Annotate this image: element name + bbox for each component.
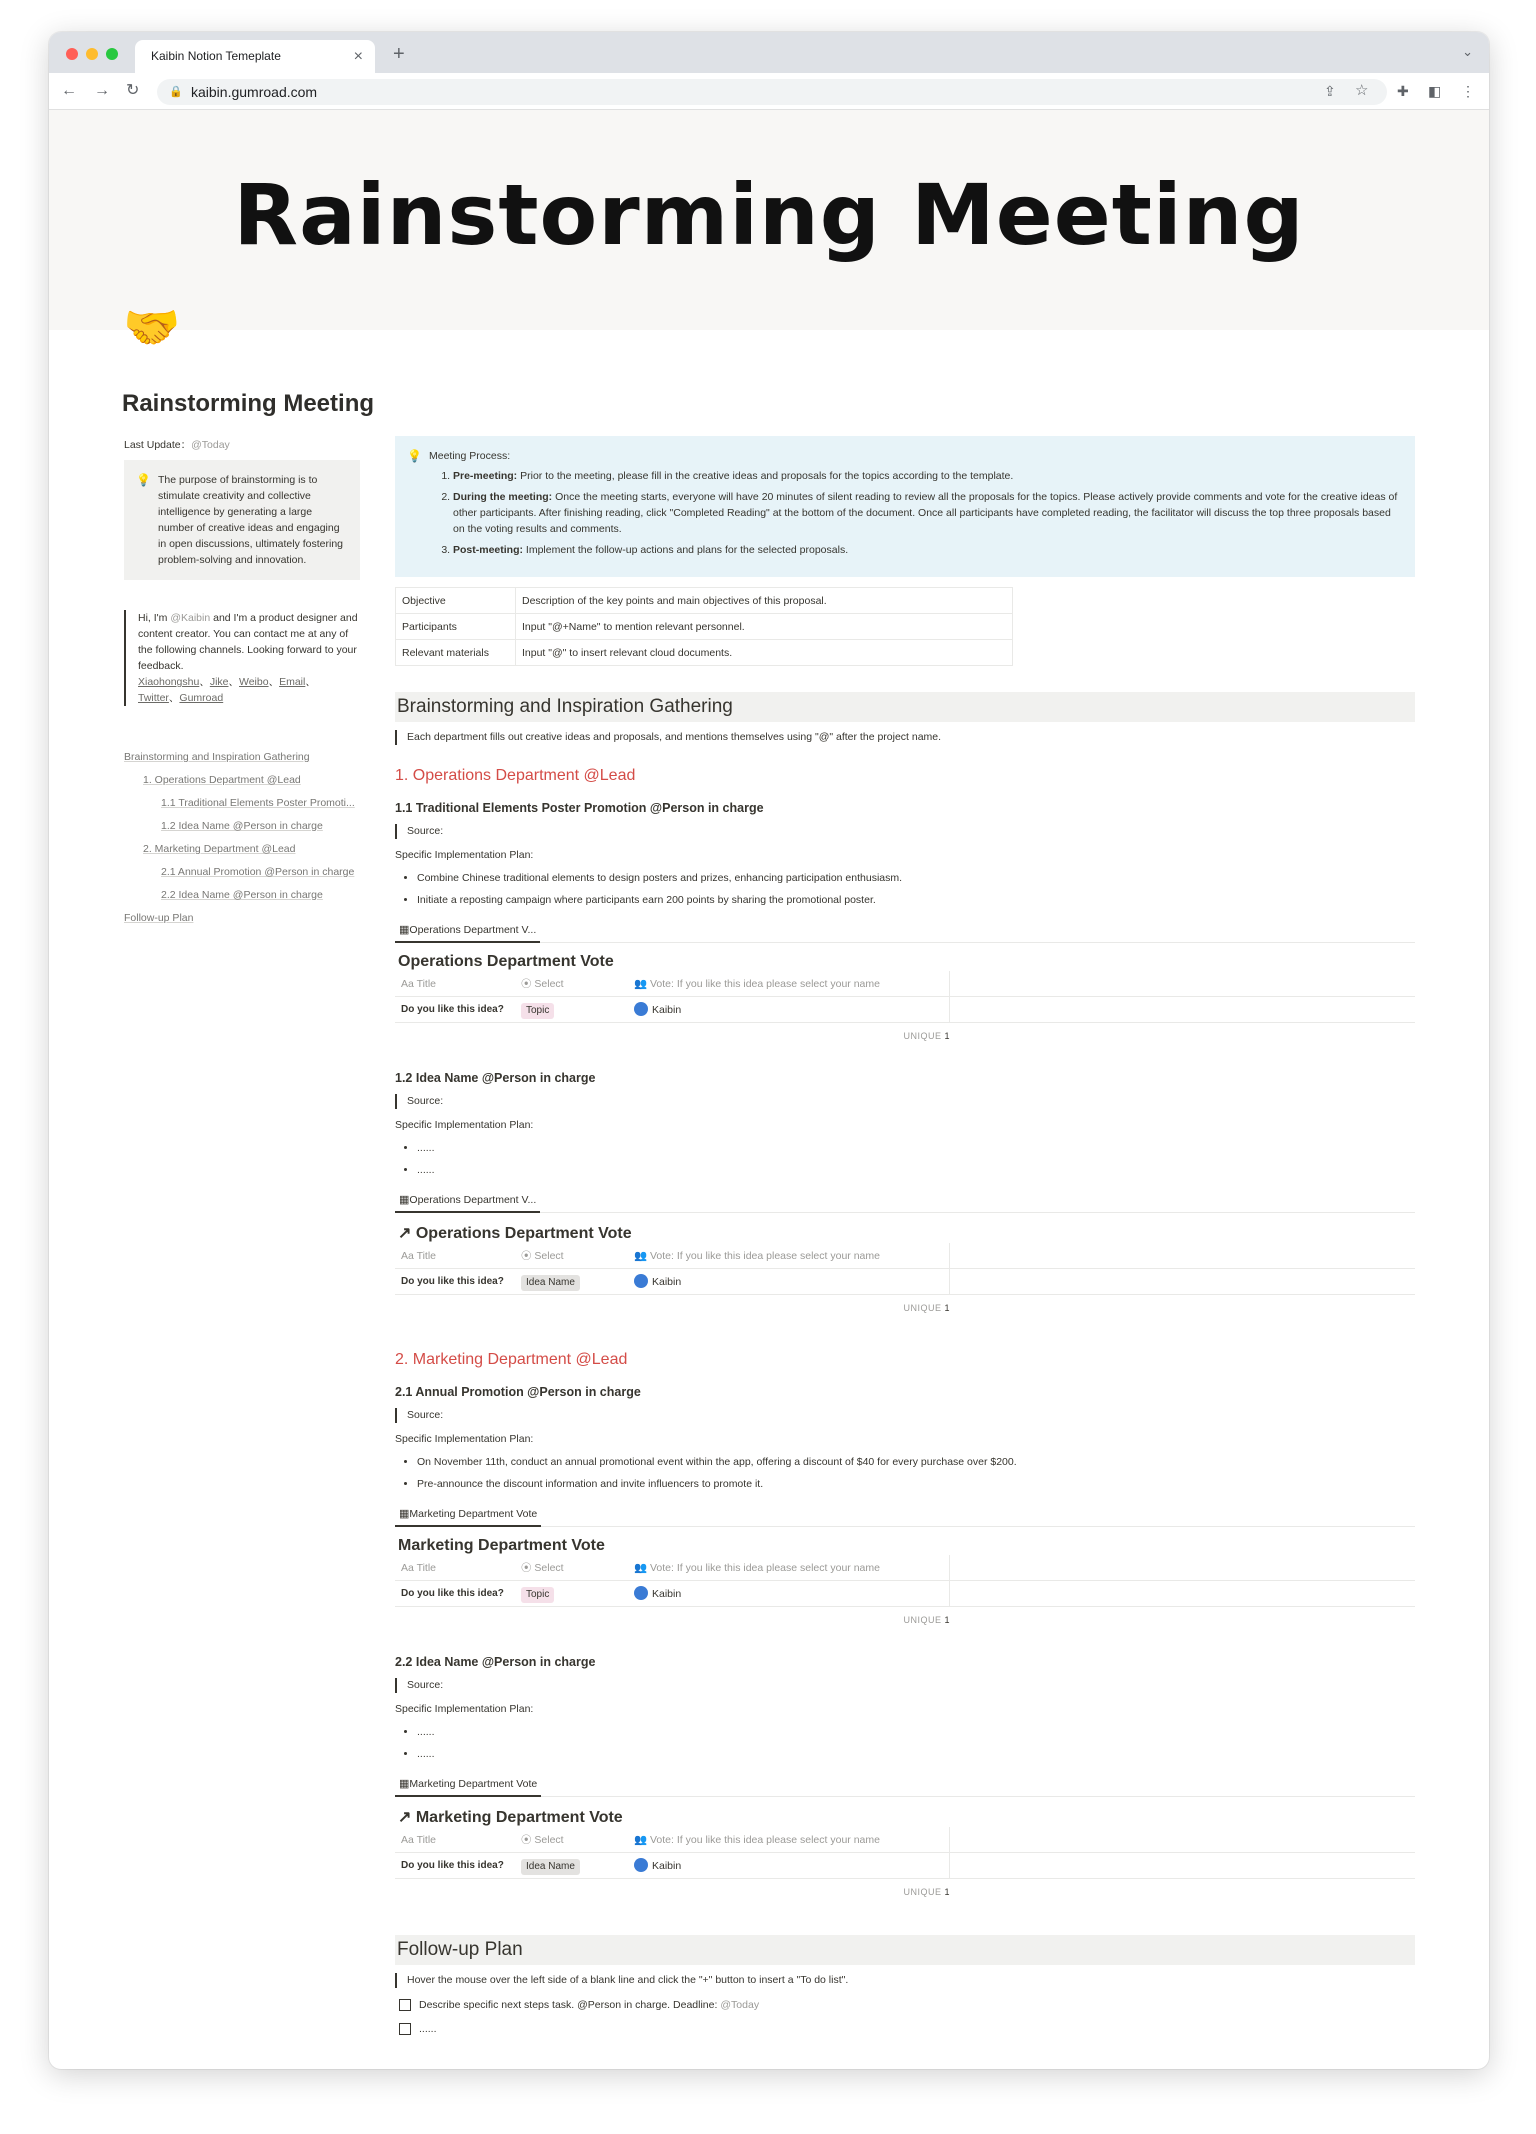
database-header [395,1827,1415,1853]
bullet-list [395,867,1415,911]
vote-cell[interactable] [630,1581,950,1606]
side-panel-icon[interactable]: ◧ [1428,83,1442,99]
browser-tab[interactable] [135,40,375,73]
select-tag: Idea Name [521,1859,580,1875]
url-text: kaibin.gumroad.com [191,84,318,100]
database-view-tab [395,1503,1415,1527]
source-quote: Source: [395,1408,1415,1423]
main-column [395,436,1415,2040]
back-arrow-icon[interactable]: ← [61,82,77,99]
column-header[interactable]: ⦿ Select [521,1250,564,1262]
linked-database-title[interactable]: ↗ Marketing Department Vote [398,1809,623,1826]
table-row[interactable] [395,1581,1415,1607]
new-tab-icon[interactable]: + [393,43,405,65]
vote-cell[interactable] [630,1853,950,1878]
column-header[interactable]: Aa Title [401,978,437,990]
bullet-list [395,1451,1415,1495]
calc-label: UNIQUE [903,1615,942,1625]
table-cell[interactable]: Description of the key points and main objectives of this proposal. [516,588,1013,614]
idea-heading: 2.2 Idea Name @Person in charge [395,1655,596,1669]
handshake-emoji-icon[interactable]: 🤝 [123,301,181,353]
table-icon: ▦ [399,1508,410,1520]
idea-heading: 1.2 Idea Name @Person in charge [395,1071,596,1085]
column-header-label: Vote: If you like this idea please select your name [650,1562,880,1574]
row-title[interactable]: Do you like this idea? [401,1588,504,1599]
column-header-label: Vote: If you like this idea please select your name [650,978,880,990]
people-icon: 👥 [634,1834,650,1846]
todo-checkbox[interactable] [399,1999,411,2011]
source-quote: Source: [395,1094,1415,1109]
table-row [396,588,1013,614]
database-header [395,971,1415,997]
select-tag: Topic [521,1587,554,1603]
column-header[interactable]: ⦿ Select [521,1562,564,1574]
person-name: Kaibin [652,1004,682,1016]
avatar [634,1274,648,1288]
table-row[interactable] [395,997,1415,1023]
calc-label: UNIQUE [903,1031,942,1041]
link-gumroad[interactable]: Gumroad [179,692,224,704]
view-tab-label: Operations Department V... [409,924,537,936]
table-row[interactable] [395,1269,1415,1295]
column-header[interactable]: Aa Title [401,1250,437,1262]
table-of-contents [124,746,360,930]
plan-label: Specific Implementation Plan: [395,1119,534,1131]
table-cell: Participants [396,614,516,640]
calc-value: 1 [944,1615,950,1625]
process-step [453,542,1399,558]
database-view-tab [395,919,1415,943]
author-mention[interactable]: @Kaibin [170,612,211,624]
toc-item[interactable]: Follow-up Plan [124,912,194,924]
column-header[interactable] [630,1243,950,1268]
lock-icon: 🔒 [169,86,183,98]
quote-text: and I'm a product designer and content creator. You can contact me at any of the following channels. Looking forward to your feedback. [138,612,358,672]
step-label: Post-meeting: [453,544,524,556]
vote-cell[interactable] [630,1269,950,1294]
address-bar[interactable] [157,79,1387,105]
column-header[interactable]: Aa Title [401,1562,437,1574]
column-header[interactable] [630,1827,950,1852]
table-cell: Relevant materials [396,640,516,666]
bullet-list [395,1137,1415,1181]
person-name: Kaibin [652,1276,682,1288]
avatar [634,1002,648,1016]
toc-item[interactable]: Brainstorming and Inspiration Gathering [124,751,310,763]
link-jike[interactable]: Jike [209,676,229,688]
table-cell: Objective [396,588,516,614]
page-title[interactable]: Rainstorming Meeting [122,390,375,417]
menu-kebab-icon[interactable]: ⋮ [1461,83,1475,99]
table-cell[interactable]: Input "@+Name" to mention relevant personnel. [516,614,1013,640]
bullet-list [395,1721,1415,1765]
toc-item[interactable]: 2.2 Idea Name @Person in charge [161,889,323,901]
department-heading: 2. Marketing Department @Lead [395,1351,628,1368]
table-row[interactable] [395,1853,1415,1879]
process-step [453,468,1399,484]
column-header[interactable] [630,1555,950,1580]
reload-icon[interactable]: ↻ [126,82,140,99]
lightbulb-icon: 💡 [136,473,151,487]
todo-date[interactable]: @Today [720,1999,760,2011]
plan-label: Specific Implementation Plan: [395,1433,534,1445]
link-xiaohongshu[interactable]: Xiaohongshu [138,676,200,688]
list-item: • ...... [417,1137,1415,1159]
last-update-label: Last Update： [124,439,192,451]
process-steps [429,468,1399,558]
cover-title: Rainstorming Meeting [233,166,1305,264]
department-heading: 1. Operations Department @Lead [395,767,636,784]
forward-arrow-icon[interactable]: → [94,82,110,99]
list-item: • ...... [417,1159,1415,1181]
toc-item[interactable]: 2. Marketing Department @Lead [143,843,296,855]
table-row [396,640,1013,666]
author-quote: Hi, I'm @Kaibin and I'm a product designer and content creator. You can contact me at any of the following channels. Looking forward to your feedback. Xiaohongshu、Jike、Weibo、Email、 Twitter、Gumroad [124,610,360,706]
calculation-footer[interactable] [395,1879,950,1905]
plan-label: Specific Implementation Plan: [395,1703,534,1715]
process-title: Meeting Process: [429,450,511,462]
intro-callout-text: The purpose of brainstorming is to stimulate creativity and collective intelligence by generating a large number of creative ideas and engaging in open discussions, ultimately fostering problem-solving and innovation. [158,474,344,566]
section-heading: Brainstorming and Inspiration Gathering [395,692,1415,722]
table-icon: ▦ [399,924,410,936]
column-header[interactable]: ⦿ Select [521,1834,564,1846]
left-column [124,437,360,930]
toc-item[interactable]: 1. Operations Department @Lead [143,774,301,786]
page-cover [49,110,1489,330]
maximize-window-button[interactable] [106,48,118,60]
table-icon: ▦ [399,1194,410,1206]
browser-window [49,32,1489,2069]
table-cell[interactable]: Input "@" to insert relevant cloud documents. [516,640,1013,666]
source-quote: Source: [395,1678,1415,1693]
people-icon: 👥 [634,978,650,990]
table-icon: ▦ [399,1778,410,1790]
todo-item [395,1994,1415,2016]
share-icon[interactable]: ⇪ [1324,83,1336,99]
step-label: During the meeting: [453,491,553,503]
quote-prefix: Hi, I'm [138,612,171,624]
select-tag: Topic [521,1003,554,1019]
last-update [124,437,360,452]
link-email[interactable]: Email [279,676,306,688]
list-item: • Combine Chinese traditional elements to design posters and prizes, enhancing participation enthusiasm. [417,867,1415,889]
calc-label: UNIQUE [903,1887,942,1897]
calc-value: 1 [944,1031,950,1041]
select-cell[interactable] [517,1581,630,1606]
people-icon: 👥 [634,1562,650,1574]
table-view-tab[interactable] [395,1189,540,1213]
idea-heading: 2.1 Annual Promotion @Person in charge [395,1385,641,1399]
table-view-tab[interactable] [395,919,540,943]
proposal-properties-table [395,587,1013,666]
avatar [634,1858,648,1872]
step-label: Pre-meeting: [453,470,518,482]
process-step [453,489,1399,537]
minimize-window-button[interactable] [86,48,98,60]
table-view-tab[interactable] [395,1503,541,1527]
calculation-footer[interactable] [395,1023,950,1049]
calculation-footer[interactable] [395,1607,950,1633]
toc-item[interactable]: 1.1 Traditional Elements Poster Promoti... [161,797,355,809]
calc-value: 1 [944,1887,950,1897]
tab-title: Kaibin Notion Temeplate [151,49,281,63]
calc-label: UNIQUE [903,1303,942,1313]
tab-list-chevron-icon[interactable]: ⌄ [1462,44,1473,59]
select-cell[interactable] [517,1853,630,1878]
column-header-label: Vote: If you like this idea please select your name [650,1250,880,1262]
step-text: Once the meeting starts, everyone will have 20 minutes of silent reading to review all the proposals for the topics. Please actively provide comments and vote for the creative ideas of other participants. After finishing reading, click "Completed Reading" at the bottom of the document. Once all participants have completed reading, the facilitator will discuss the top three proposals based on the voting results and comments. [453,491,1398,535]
list-item: • On November 11th, conduct an annual promotional event within the app, offering a discount of $40 for every purchase over $200. [417,1451,1415,1473]
meeting-process-callout [395,436,1415,577]
view-tab-label: Marketing Department Vote [409,1778,538,1790]
step-text: Implement the follow-up actions and plans for the selected proposals. [523,544,849,556]
todo-text[interactable]: Describe specific next steps task. @Person in charge. Deadline: [419,1999,718,2011]
calculation-footer[interactable] [395,1295,950,1321]
navigation-bar [49,73,1489,110]
linked-database-title[interactable]: ↗ Operations Department Vote [398,1225,632,1242]
step-text: Prior to the meeting, please fill in the creative ideas and proposals for the topics according to the template. [517,470,1014,482]
row-title[interactable]: Do you like this idea? [401,1276,504,1287]
toc-item[interactable]: 2.1 Annual Promotion @Person in charge [161,866,355,878]
row-title[interactable]: Do you like this idea? [401,1004,504,1015]
column-header-label: Vote: If you like this idea please select your name [650,1834,880,1846]
column-header[interactable]: ⦿ Select [521,978,564,990]
table-view-tab[interactable] [395,1773,541,1797]
source-quote: Source: [395,824,1415,839]
database-view-tab [395,1189,1415,1213]
row-title[interactable]: Do you like this idea? [401,1860,504,1871]
link-weibo[interactable]: Weibo [239,676,269,688]
section-quote: Hover the mouse over the left side of a blank line and click the "+" button to insert a "To do list". [395,1973,1415,1988]
view-tab-label: Marketing Department Vote [409,1508,538,1520]
select-tag: Idea Name [521,1275,580,1291]
section-heading: Follow-up Plan [395,1935,1415,1965]
select-cell[interactable] [517,997,630,1022]
todo-text[interactable]: ...... [419,2023,437,2035]
database-view-tab [395,1773,1415,1797]
bookmark-star-icon[interactable]: ☆ [1355,82,1369,99]
toc-item[interactable]: 1.2 Idea Name @Person in charge [161,820,323,832]
last-update-value[interactable]: @Today [191,439,230,451]
view-tab-label: Operations Department V... [409,1194,537,1206]
lightbulb-icon: 💡 [407,449,422,463]
vote-cell[interactable] [630,997,950,1022]
tab-bar [49,32,1489,73]
close-tab-icon[interactable]: × [353,48,363,65]
avatar [634,1586,648,1600]
plan-label: Specific Implementation Plan: [395,849,534,861]
person-name: Kaibin [652,1860,682,1872]
database-header [395,1555,1415,1581]
intro-callout [124,460,360,580]
database-header [395,1243,1415,1269]
extensions-icon[interactable]: ✚ [1397,83,1409,99]
link-twitter[interactable]: Twitter [138,692,169,704]
column-header[interactable]: Aa Title [401,1834,437,1846]
section-quote: Each department fills out creative ideas and proposals, and mentions themselves using "@" after the project name. [395,730,1415,745]
close-window-button[interactable] [66,48,78,60]
todo-item [395,2018,1415,2040]
idea-heading: 1.1 Traditional Elements Poster Promotion @Person in charge [395,801,764,815]
list-item: • Pre-announce the discount information and invite influencers to promote it. [417,1473,1415,1495]
list-item: • Initiate a reposting campaign where participants earn 200 points by sharing the promotional poster. [417,889,1415,911]
database-title[interactable]: Operations Department Vote [398,953,614,970]
person-name: Kaibin [652,1588,682,1600]
calc-value: 1 [944,1303,950,1313]
table-row [396,614,1013,640]
people-icon: 👥 [634,1250,650,1262]
database-title[interactable]: Marketing Department Vote [398,1537,605,1554]
column-header[interactable] [630,971,950,996]
list-item: • ...... [417,1743,1415,1765]
todo-checkbox[interactable] [399,2023,411,2035]
select-cell[interactable] [517,1269,630,1294]
list-item: • ...... [417,1721,1415,1743]
